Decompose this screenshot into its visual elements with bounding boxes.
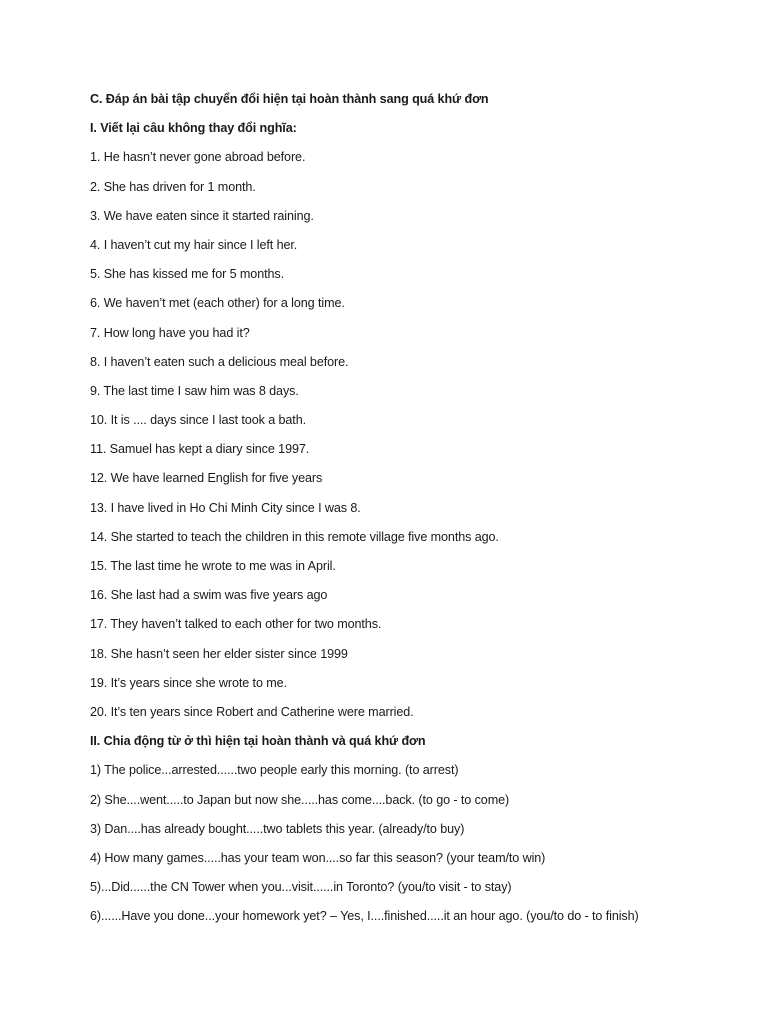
section-1-item: 11. Samuel has kept a diary since 1997. bbox=[90, 442, 310, 457]
section-1-item: 19. It’s years since she wrote to me. bbox=[90, 675, 287, 690]
section-1-item: 16. She last had a swim was five years ago bbox=[90, 588, 328, 603]
section-1-item: 2. She has driven for 1 month. bbox=[90, 179, 256, 194]
document-content bbox=[90, 92, 760, 938]
section-2-item: 3) Dan....has already bought.....two tablets this year. (already/to buy) bbox=[90, 821, 465, 836]
section-2-item: 1) The police...arrested......two people early this morning. (to arrest) bbox=[90, 763, 459, 778]
section-1-item: 8. I haven’t eaten such a delicious meal before. bbox=[90, 354, 349, 369]
section-1-item: 13. I have lived in Ho Chi Minh City since I was 8. bbox=[90, 500, 361, 515]
section-2-item: 6)......Have you done...your homework yet? – Yes, I....finished.....it an hour ago. (you/to do - to finish) bbox=[90, 909, 639, 924]
section-1-title: I. Viết lại câu không thay đổi nghĩa: bbox=[90, 121, 297, 136]
section-1-item: 7. How long have you had it? bbox=[90, 325, 250, 340]
section-1-item: 5. She has kissed me for 5 months. bbox=[90, 267, 284, 282]
section-2-item: 4) How many games.....has your team won....so far this season? (your team/to win) bbox=[90, 850, 546, 865]
section-2-item: 2) She....went.....to Japan but now she.....has come....back. (to go - to come) bbox=[90, 792, 510, 807]
section-1-item: 1. He hasn’t never gone abroad before. bbox=[90, 150, 306, 165]
section-1-item: 18. She hasn’t seen her elder sister since 1999 bbox=[90, 646, 348, 661]
section-1-item: 15. The last time he wrote to me was in April. bbox=[90, 559, 336, 573]
section-1-item: 17. They haven’t talked to each other for two months. bbox=[90, 617, 382, 632]
section-1-item: 6. We haven’t met (each other) for a long time. bbox=[90, 296, 345, 311]
section-1-item: 4. I haven’t cut my hair since I left her. bbox=[90, 237, 298, 252]
section-2-item: 5)...Did......the CN Tower when you...visit......in Toronto? (you/to visit - to stay) bbox=[90, 880, 512, 895]
section-1-item: 3. We have eaten since it started raining. bbox=[90, 208, 314, 223]
answer-key-heading: C. Đáp án bài tập chuyển đổi hiện tại hoàn thành sang quá khứ đơn bbox=[90, 92, 489, 106]
section-1-item: 10. It is .... days since I last took a bath. bbox=[90, 413, 307, 428]
section-2-title: II. Chia động từ ở thì hiện tại hoàn thành và quá khứ đơn bbox=[90, 734, 426, 749]
section-1-item: 9. The last time I saw him was 8 days. bbox=[90, 383, 299, 398]
section-1-item: 14. She started to teach the children in this remote village five months ago. bbox=[90, 529, 499, 544]
section-1-item: 12. We have learned English for five years bbox=[90, 471, 323, 486]
section-1-item: 20. It’s ten years since Robert and Catherine were married. bbox=[90, 704, 414, 719]
